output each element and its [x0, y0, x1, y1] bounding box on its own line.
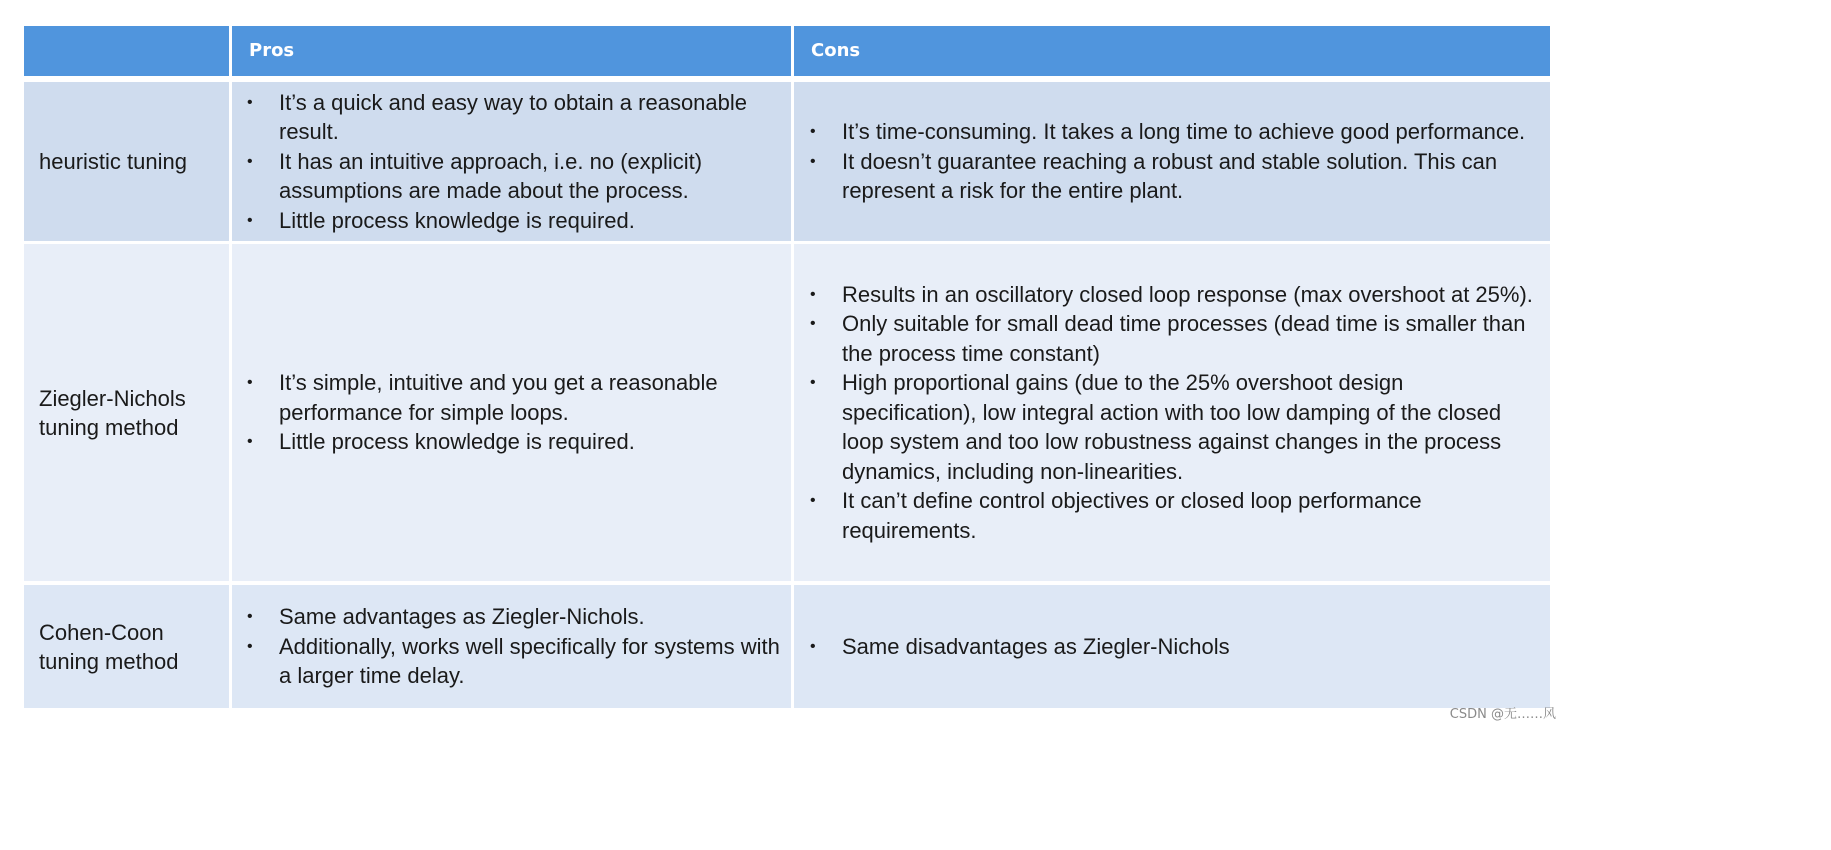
bullet-icon: • — [810, 492, 816, 510]
bullet-icon: • — [810, 374, 816, 392]
header-pros: Pros — [232, 26, 791, 76]
bullet-icon: • — [810, 315, 816, 333]
bullet-icon: • — [810, 152, 816, 170]
bullet-icon: • — [810, 637, 816, 655]
list-item: • Little process knowledge is required. — [246, 206, 781, 236]
row-heuristic-pros — [232, 82, 791, 241]
header-empty-cell — [24, 26, 229, 76]
list-item: • It doesn’t guarantee reaching a robust and stable solution. This can represent a risk for the entire plant. — [810, 148, 1498, 204]
cons-list — [809, 117, 1540, 206]
list-item: • Only suitable for small dead time processes (dead time is smaller than the process time constant) — [810, 311, 1526, 366]
list-item: • Results in an oscillatory closed loop response (max overshoot at 25%). — [809, 280, 1540, 310]
row-label-text: Ziegler-Nichols tuning method — [39, 385, 186, 440]
row-ziegler-nichols-pros — [232, 244, 791, 581]
bullet-icon: • — [247, 608, 253, 626]
list-item: • High proportional gains (due to the 25% overshoot design specification), low integral action with too low damping of the closed loop system and too low robustness against changes in the process dynamics, including non-linearities. — [810, 370, 1502, 484]
bullet-icon: • — [810, 123, 816, 141]
bullet-icon: • — [247, 152, 253, 170]
list-item: • It can’t define control objectives or closed loop performance requirements. — [810, 488, 1422, 543]
list-item: • Little process knowledge is required. — [246, 427, 781, 457]
row-heuristic-cons — [794, 82, 1550, 241]
list-item: • It’s time-consuming. It takes a long time to achieve good performance. — [809, 117, 1540, 147]
list-item: • It’s simple, intuitive and you get a reasonable performance for simple loops. — [247, 370, 718, 425]
bullet-icon: • — [810, 285, 816, 303]
list-item: • Same advantages as Ziegler-Nichols. — [246, 602, 781, 632]
row-cohen-coon-pros — [232, 585, 791, 708]
pros-list — [246, 88, 781, 236]
row-cohen-coon-cons — [794, 585, 1550, 708]
pros-list — [246, 368, 781, 457]
row-ziegler-nichols-cons — [794, 244, 1550, 581]
bullet-icon: • — [247, 93, 253, 111]
row-label-text: heuristic tuning — [39, 149, 187, 174]
pros-list — [246, 602, 781, 691]
list-item: • It’s a quick and easy way to obtain a reasonable result. — [247, 89, 748, 145]
bullet-icon: • — [247, 211, 253, 229]
header-cons: Cons — [794, 26, 1550, 76]
row-label-cohen-coon — [24, 585, 229, 708]
row-label-text: Cohen-Coon tuning method — [39, 619, 179, 674]
list-item: • Additionally, works well specifically for systems with a larger time delay. — [247, 633, 780, 689]
row-label-heuristic — [24, 82, 229, 241]
list-item: • It has an intuitive approach, i.e. no (explicit) assumptions are made about the process. — [247, 148, 703, 204]
cons-list — [809, 632, 1230, 662]
row-label-ziegler-nichols — [24, 244, 229, 581]
list-item: • Same disadvantages as Ziegler-Nichols — [809, 632, 1230, 662]
watermark: CSDN @无……风 — [1449, 707, 1556, 722]
bullet-icon: • — [247, 433, 253, 451]
bullet-icon: • — [247, 637, 253, 655]
cons-list — [809, 280, 1540, 546]
bullet-icon: • — [247, 374, 253, 392]
